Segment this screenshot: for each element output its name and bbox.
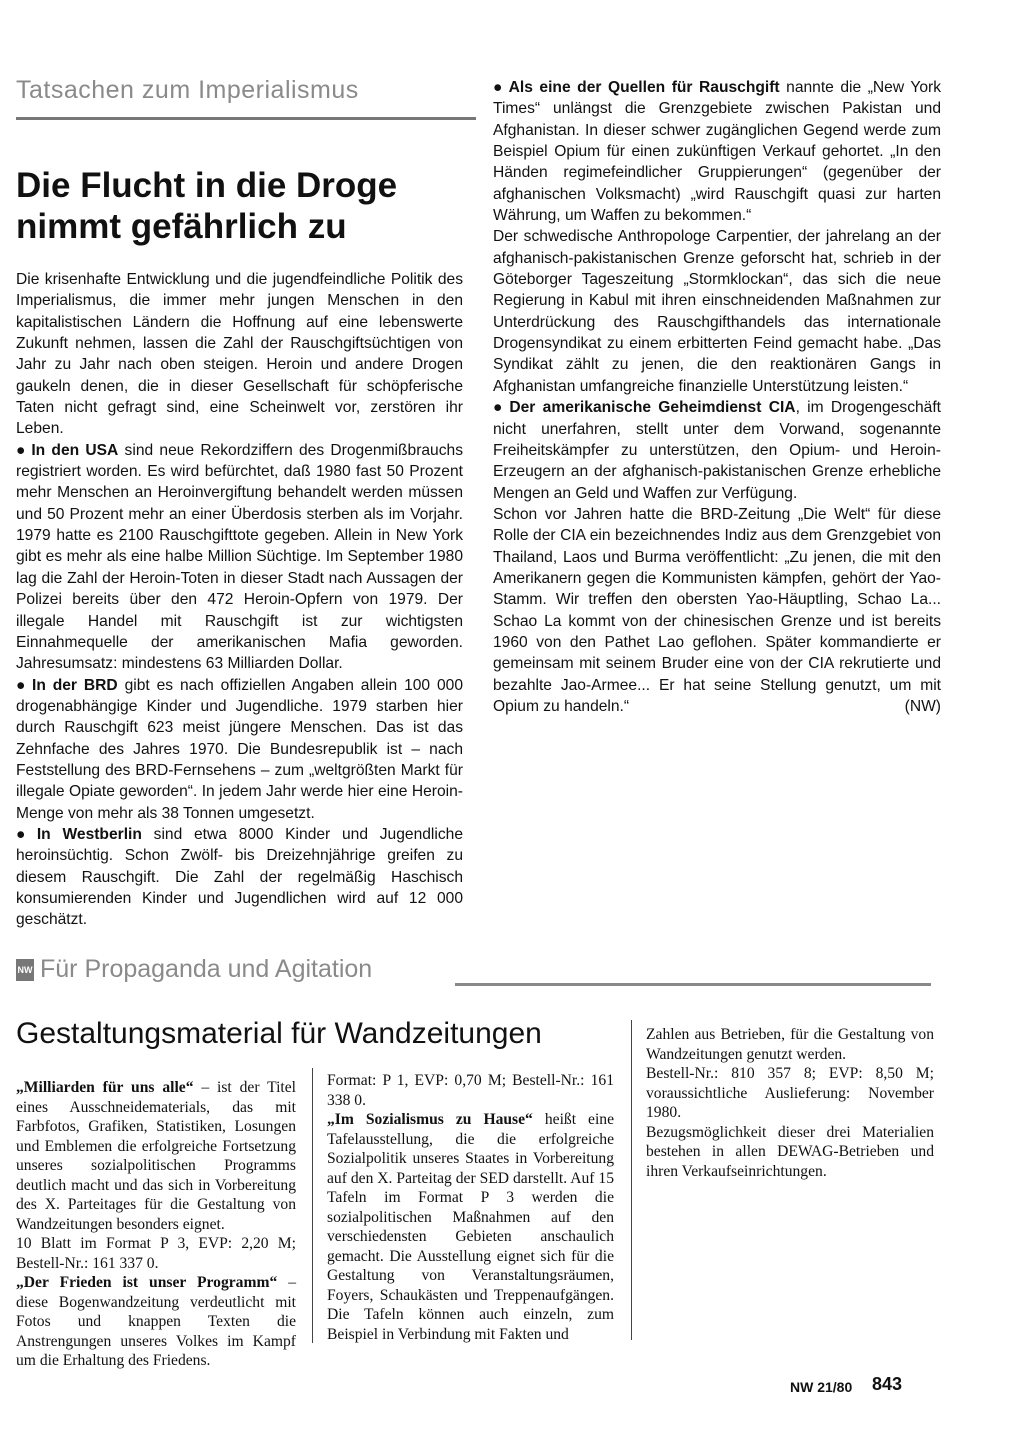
paragraph-carpentier: Der schwedische Anthropologe Carpentier, der jahrelang an der afghanisch-pakistanischen Grenze geforscht hat, schrieb in der Göteborger Tageszeitung „Stormklockan“, das sich die neue Regierung in Kabul mit ihren einschneidenden Maßnahmen zur Unterdrückung des Rauschgifthandels das internationale Drogensyndikat zu einem erbitterten Feind gemacht habe. „Das Syndikat zählt zu jenen, die den reaktionären Gangs in Afghanistan umfangreiche finanzielle Unterstützung leisten.“ [493,228,941,395]
nw-logo-icon: NW [16,959,34,981]
lead-westberlin: In Westberlin [36,825,142,843]
lead-usa: In den USA [31,441,119,459]
text-welt: Schon vor Jahren hatte die BRD-Zeitung „Die Welt“ für diese Rolle der CIA ein bezeichnendes Indiz aus dem Grenzgebiet von Thailand, Laos und Burma veröffentlicht: „Zu jenen, die mit den Amerikanern gegen die Kommunisten kämpfen, gehört der Yao-Stamm. Wir treffen den obersten Yao-Häuptling, Schao La... Schao La kommt von der chinesischen Grenze und ist bereits 1960 von den Pathet Lao geflohen. Später kommandierte er gemeinsam mit seinem Bruder eine von der CIA rekrutierte und bezahlte Jao-Armee... Er hat seine Stellung genutzt, um mit Opium zu handeln.“ [493,505,941,715]
bullet-icon: ● [16,676,28,694]
availability-note: Bezugsmöglichkeit dieser drei Materialien bestehen in allen DEWAG-Betrieben und ihren Verkaufseinrichtungen. [646,1123,934,1180]
page-number: 843 [872,1374,903,1394]
material-column-1 [16,1078,296,1371]
section-kicker-agitation [16,955,446,984]
text-westberlin: sind etwa 8000 Kinder und Jugendliche heroinsüchtig. Schon Zwölf- bis Dreizehnjährige greifen zu diesem Rauschgift. Die Zahl der regelmäßig Haschisch konsumierenden Kinder und Jugendlichen wird auf 12 000 geschätzt. [16,825,463,929]
lead-brd: In der BRD [31,676,118,694]
item-text: – diese Bogenwandzeitung verdeutlicht mit Fotos und knappen Texten die Anstrengungen unseres Volkes im Kampf um die Erhaltung des Friedens. [16,1274,297,1369]
lead-quellen: Als eine der Quellen für Rauschgift [508,79,780,96]
section-rule [455,983,931,986]
section-rule [16,117,476,120]
article-intro: Die krisenhafte Entwicklung und die jugendfeindliche Politik des Imperialismus, die immer mehr jungen Menschen in den kapitalistischen Ländern die Hoffnung auf eine lebenswerte Zukunft nehmen, lassen die Zahl der Rauschgiftsüchtigen von Jahr zu Jahr nach oben steigen. Heroin und andere Drogen gaukeln denen, die in dieser Gesellschaft für schöpferische Taten nicht gefragt sind, eine Scheinwelt vor, zerstören ihr Leben. [16,271,463,438]
paragraph-cia [493,397,941,504]
bullet-icon: ● [16,441,28,459]
item-text: – ist der Titel eines Ausschneidematerials, das mit Farbfotos, Grafiken, Statistiken, Losungen und Emblemen die erfolgreiche Fortsetzung unseres sozialpolitischen Programms deutlich macht und das sich in Vorbereitung des X. Parteitages für die Gestaltung von Wandzeitungen besonders eignet. [16,1079,297,1233]
material-column-2 [327,1071,614,1344]
article-column-left [16,269,463,931]
item-format: 10 Blatt im Format P 3, EVP: 2,20 M; Bestell-Nr.: 161 337 0. [16,1235,296,1272]
item-sozialismus [327,1110,614,1344]
bullet-icon: ● [16,825,33,843]
article-headline: Die Flucht in die Droge nimmt gefährlich zu [16,166,398,246]
item-format: Format: P 1, EVP: 0,70 M; Bestell-Nr.: 161 338 0. [327,1072,614,1109]
text-brd: gibt es nach offiziellen Angaben allein 100 000 drogenabhängige Kinder und Jugendliche. 1979 starben hier durch Rauschgift 623 meist jüngere Menschen. Das ist das Zehnfache des Jahres 1970. Die Bundesrepublik ist – nach Feststellung des BRD-Fernsehens – zum „weltgrößten Markt für illegale Opiate geworden“. In jedem Jahr werde hier eine Heroin-Menge von mehr als 38 Tonnen umgesetzt. [16,676,463,822]
issue-label: NW 21/80 [790,1379,853,1395]
item-frieden [16,1273,296,1371]
text-usa: sind neue Rekordziffern des Drogenmißbrauchs registriert worden. Es wird befürchtet, daß 1980 fast 50 Prozent mehr Menschen an Heroinvergiftung behandelt werden müssen und 50 Prozent mehr an einer Überdosis sterben als im Vorjahr. 1979 hatte es 2100 Rauschgifttote gegeben. Allein in New York gibt es mehr als eine halbe Million Süchtige. Im September 1980 lag die Zahl der Heroin-Toten in dieser Stadt nach Aussagen der Polizei bereits über den 472 Heroin-Opfern von 1979. Der illegale Handel mit Rauschgift ist zur wichtigsten Einnahmequelle der amerikanischen Mafia geworden. Jahresumsatz: mindestens 63 Milliarden Dollar. [16,441,463,673]
section-kicker: Tatsachen zum Imperialismus [16,76,359,104]
item-text-continued: Zahlen aus Betrieben, für die Gestaltung von Wandzeitungen genutzt werden. [646,1026,934,1063]
paragraph-welt [493,504,941,717]
lead-cia: Der amerikanische Geheimdienst CIA [509,399,796,417]
author-signature: (NW) [904,697,941,715]
item-title: „Im Sozialismus zu Hause“ [327,1111,533,1128]
paragraph-quellen [493,77,941,226]
item-title: „Milliarden für uns alle“ [16,1079,194,1096]
column-divider [312,1068,313,1343]
article-column-right [493,77,941,717]
section-kicker-text: Für Propaganda und Agitation [40,955,373,983]
item-format: Bestell-Nr.: 810 357 8; EVP: 8,50 M; voraussichtliche Auslieferung: November 1980. [646,1065,934,1121]
bullet-icon: ● [493,79,505,96]
text-quellen: nannte die „New York Times“ unlängst die Grenzgebiete zwischen Pakistan und Afghanistan. In dieser schwer zugänglichen Gegend werde zum Beispiel Opium für einen zukünftigen Verkauf gehortet. „In den Händen regimefeindlicher Gruppierungen“ (gegenüber der afghanischen Volksmacht) „wird Rauschgift quasi zur harten Währung, um Waffen zu bekommen.“ [493,79,941,225]
section-headline: Gestaltungsmaterial für Wandzeitungen [16,1017,542,1050]
text-cia: , im Drogengeschäft nicht unerfahren, stellt unter dem Vorwand, sogenannte Freiheitskämpfer zu unterstützen, den Opium- und Heroin-Erzeugern an der afghanisch-pakistanischen Grenze erhebliche Mengen an Geld und Waffen zur Verfügung. [493,399,942,502]
item-milliarden [16,1078,296,1234]
item-text: heißt eine Tafelausstellung, die die erfolgreiche Sozialpolitik unseres Staates in Vorbereitung auf den X. Parteitag der SED darstellt. Auf 15 Tafeln im Format P 3 werden die sozialpolitischen Maßnahmen auf den verschiedensten Gebieten anschaulich gemacht. Die Ausstellung eignet sich für die Gestaltung von Veranstaltungsräumen, Foyers, Schaukästen und Treppenaufgängen. Die Tafeln können auch einzeln, zum Beispiel in Verbindung mit Fakten und [327,1111,615,1343]
material-column-3 [646,1025,934,1181]
item-title: „Der Frieden ist unser Programm“ [16,1274,278,1291]
column-divider [631,1020,632,1340]
paragraph-usa [16,440,463,675]
bullet-icon: ● [493,399,506,417]
paragraph-westberlin [16,824,463,931]
paragraph-brd [16,675,463,824]
